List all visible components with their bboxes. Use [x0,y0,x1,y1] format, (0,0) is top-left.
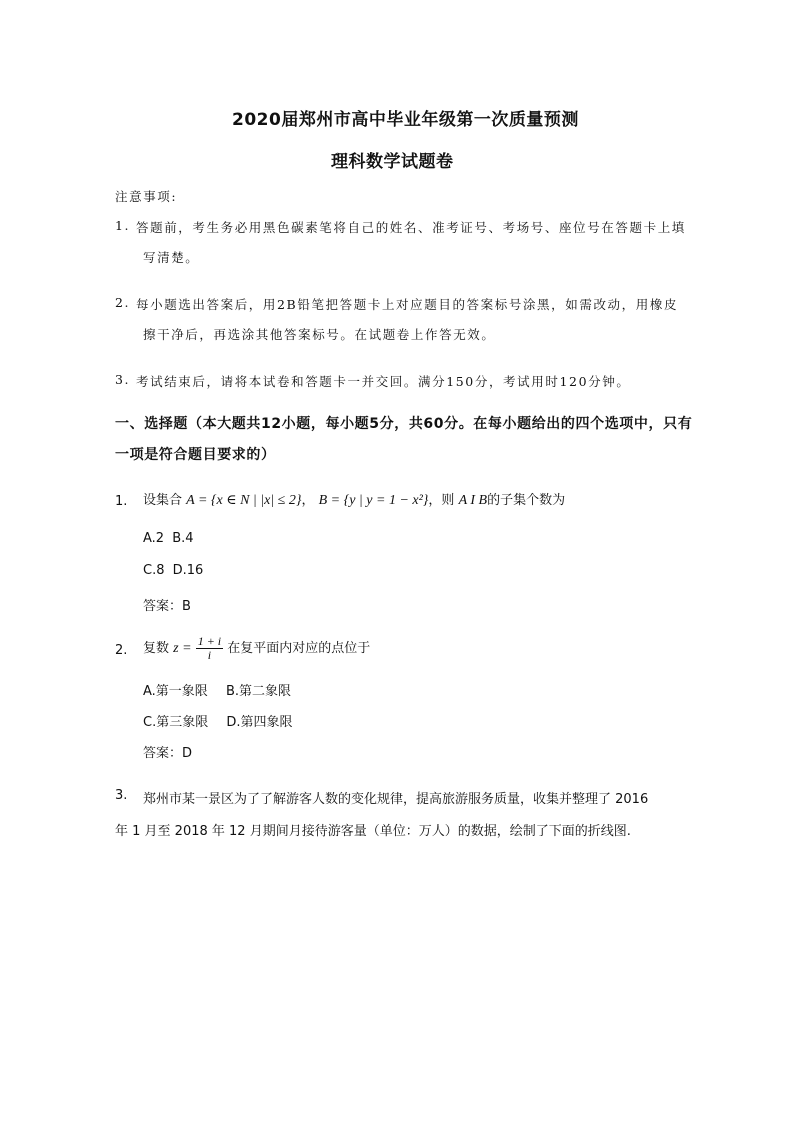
notice-item-2-number: 2. [115,295,131,310]
section-heading-cont: 一项是符合题目要求的） [115,447,276,463]
fraction-denominator: i [207,648,212,662]
intersection-expression: A I B [458,493,488,508]
question-1-tail: 的子集个数为 [487,493,566,508]
question-1-option-d: D.16 [172,563,204,578]
complex-fraction [196,635,223,662]
question-2-lead: 复数 [143,641,170,656]
question-2-option-a: A.第一象限 [143,684,208,699]
notice-item-1-text-cont: 写清楚。 [143,250,200,265]
z-equals: z = [173,641,192,656]
question-1-number: 1. [115,494,128,509]
question-1-option-b: B.4 [172,531,194,546]
set-b-expression: B = {y | y = 1 − x²} [318,493,429,508]
section-heading: 一、选择题（本大题共12小题，每小题5分，共60分。在每小题给出的四个选项中，只有 [115,416,693,432]
question-1-options-row-1 [143,531,194,546]
exam-subtitle: 理科数学试题卷 [331,152,454,172]
question-2-number: 2. [115,643,128,658]
question-2-tail: 在复平面内对应的点位于 [227,641,371,656]
exam-title: 2020届郑州市高中毕业年级第一次质量预测 [232,110,579,130]
question-1-option-c: C.8 [143,563,165,578]
question-2-option-d: D.第四象限 [226,715,293,730]
notice-item-3-text: 考试结束后，请将本试卷和答题卡一并交回。满分150分，考试用时120分钟。 [136,374,631,389]
notice-item-3-number: 3. [115,372,131,387]
question-1-options-row-2 [143,563,203,578]
question-2-option-b: B.第二象限 [225,684,292,699]
fraction-numerator: 1 + i [197,634,222,648]
notice-item-1-text: 答题前，考生务必用黑色碳素笔将自己的姓名、准考证号、考场号、座位号在答题卡上填 [136,220,686,235]
question-2-answer: 答案：D [143,746,193,761]
notice-item-1-number: 1. [115,218,131,233]
question-1-separator: ， [301,493,315,508]
question-1-lead: 设集合 [143,493,183,508]
question-3-text: 郑州市某一景区为了了解游客人数的变化规律，提高旅游服务质量，收集并整理了 2016 [143,792,649,807]
notice-item-2-text: 每小题选出答案后，用2B铅笔把答题卡上对应题目的答案标号涂黑，如需改动，用橡皮 [136,297,679,312]
question-3-text-cont: 年 1 月至 2018 年 12 月期间月接待游客量（单位：万人）的数据，绘制了下面的折线图. [115,824,631,839]
notice-item-2-text-cont: 擦干净后，再选涂其他答案标号。在试题卷上作答无效。 [143,327,496,342]
question-1-option-a: A.2 [143,531,165,546]
question-2-options-row-2 [143,711,293,730]
question-1-connector: ，则 [428,493,455,508]
question-2-stem [143,634,370,664]
question-1-stem [143,488,565,514]
notice-heading: 注意事项: [115,189,178,204]
question-2-options-row-1 [143,680,291,699]
question-2-option-c: C.第三象限 [143,715,209,730]
question-1-answer: 答案：B [143,599,191,614]
set-a-expression: A = {x ∈ N | |x| ≤ 2} [186,493,302,508]
question-3-number: 3. [115,788,128,803]
